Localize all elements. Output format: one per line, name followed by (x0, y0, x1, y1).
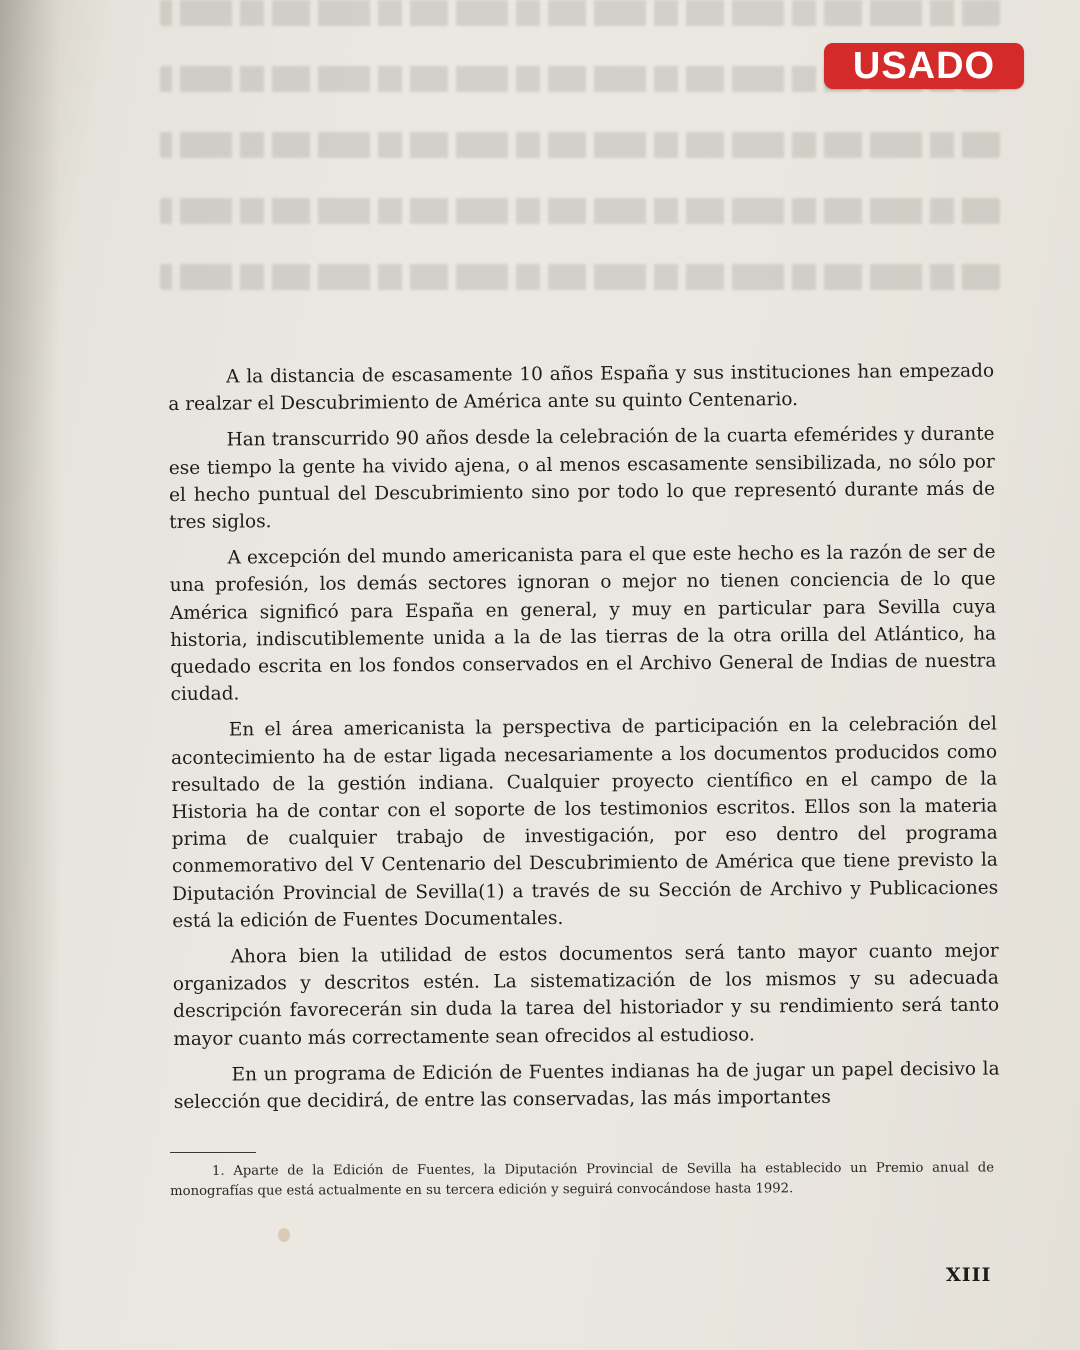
body-text (168, 358, 1000, 1126)
footnote: 1. Aparte de la Edición de Fuentes, la Diputación Provincial de Sevilla ha establecido un Premio anual de monografías que está actualmente en su tercera edición y seguirá convocándose hasta 1992. (170, 1160, 995, 1199)
page-number: XIII (946, 1264, 992, 1286)
paragraph: A excepción del mundo americanista para el que este hecho es la razón de ser de una profesión, los demás sectores ignoran o mejor no tienen conciencia de lo que América significó para España en general, y muy en particular para Sevilla cuya historia, indiscutiblemente unida a la de las tierras de la otra orilla del Atlántico, ha quedado escrita en los fondos conservados en el Archivo General de Indias de nuestra ciudad. (169, 541, 997, 706)
footnote-rule (170, 1152, 256, 1153)
paragraph: Ahora bien la utilidad de estos documentos será tanto mayor cuanto mejor organizados y descritos estén. La sistematización de los mismos y su adecuada descripción favorecerán sin duda la tarea del historiador y su rendimiento será tanto mayor cuanto más correctamente sean ofrecidos al estudioso. (172, 940, 1000, 1050)
paragraph: En el área americanista la perspectiva de participación en la celebración del acontecimiento ha de estar ligada necesariamente a los documentos producidos como resultado de la gestión indiana. Cualquier proyecto científico en el campo de la Historia ha de contar con el soporte de los testimonios escritos. Ellos son la materia prima de cualquier trabajo de investigación, por eso dentro del programa conmemorativo del V Centenario del Descubrimiento de América que tiene previsto la Diputación Provincial de Sevilla(1) a través de su Sección de Archivo y Publicaciones está la edición de Fuentes Documentales. (171, 713, 999, 932)
spine-shadow (0, 0, 60, 1350)
paragraph: A la distancia de escasamente 10 años España y sus instituciones han empezado a realzar el Descubrimiento de América ante su quinto Centenario. (168, 360, 995, 416)
paper-stain (278, 1228, 290, 1242)
used-badge: USADO (824, 43, 1024, 89)
paragraph: En un programa de Edición de Fuentes indianas ha de jugar un papel decisivo la selección que decidirá, de entre las conservadas, las más importantes (173, 1058, 1000, 1114)
paragraph: Han transcurrido 90 años desde la celebración de la cuarta efemérides y durante ese tiempo la gente ha vivido ajena, o al menos escasamente sensibilizada, no sólo por el hecho puntual del Descubrimiento sino por todo lo que representó durante más de tres siglos. (168, 423, 996, 534)
